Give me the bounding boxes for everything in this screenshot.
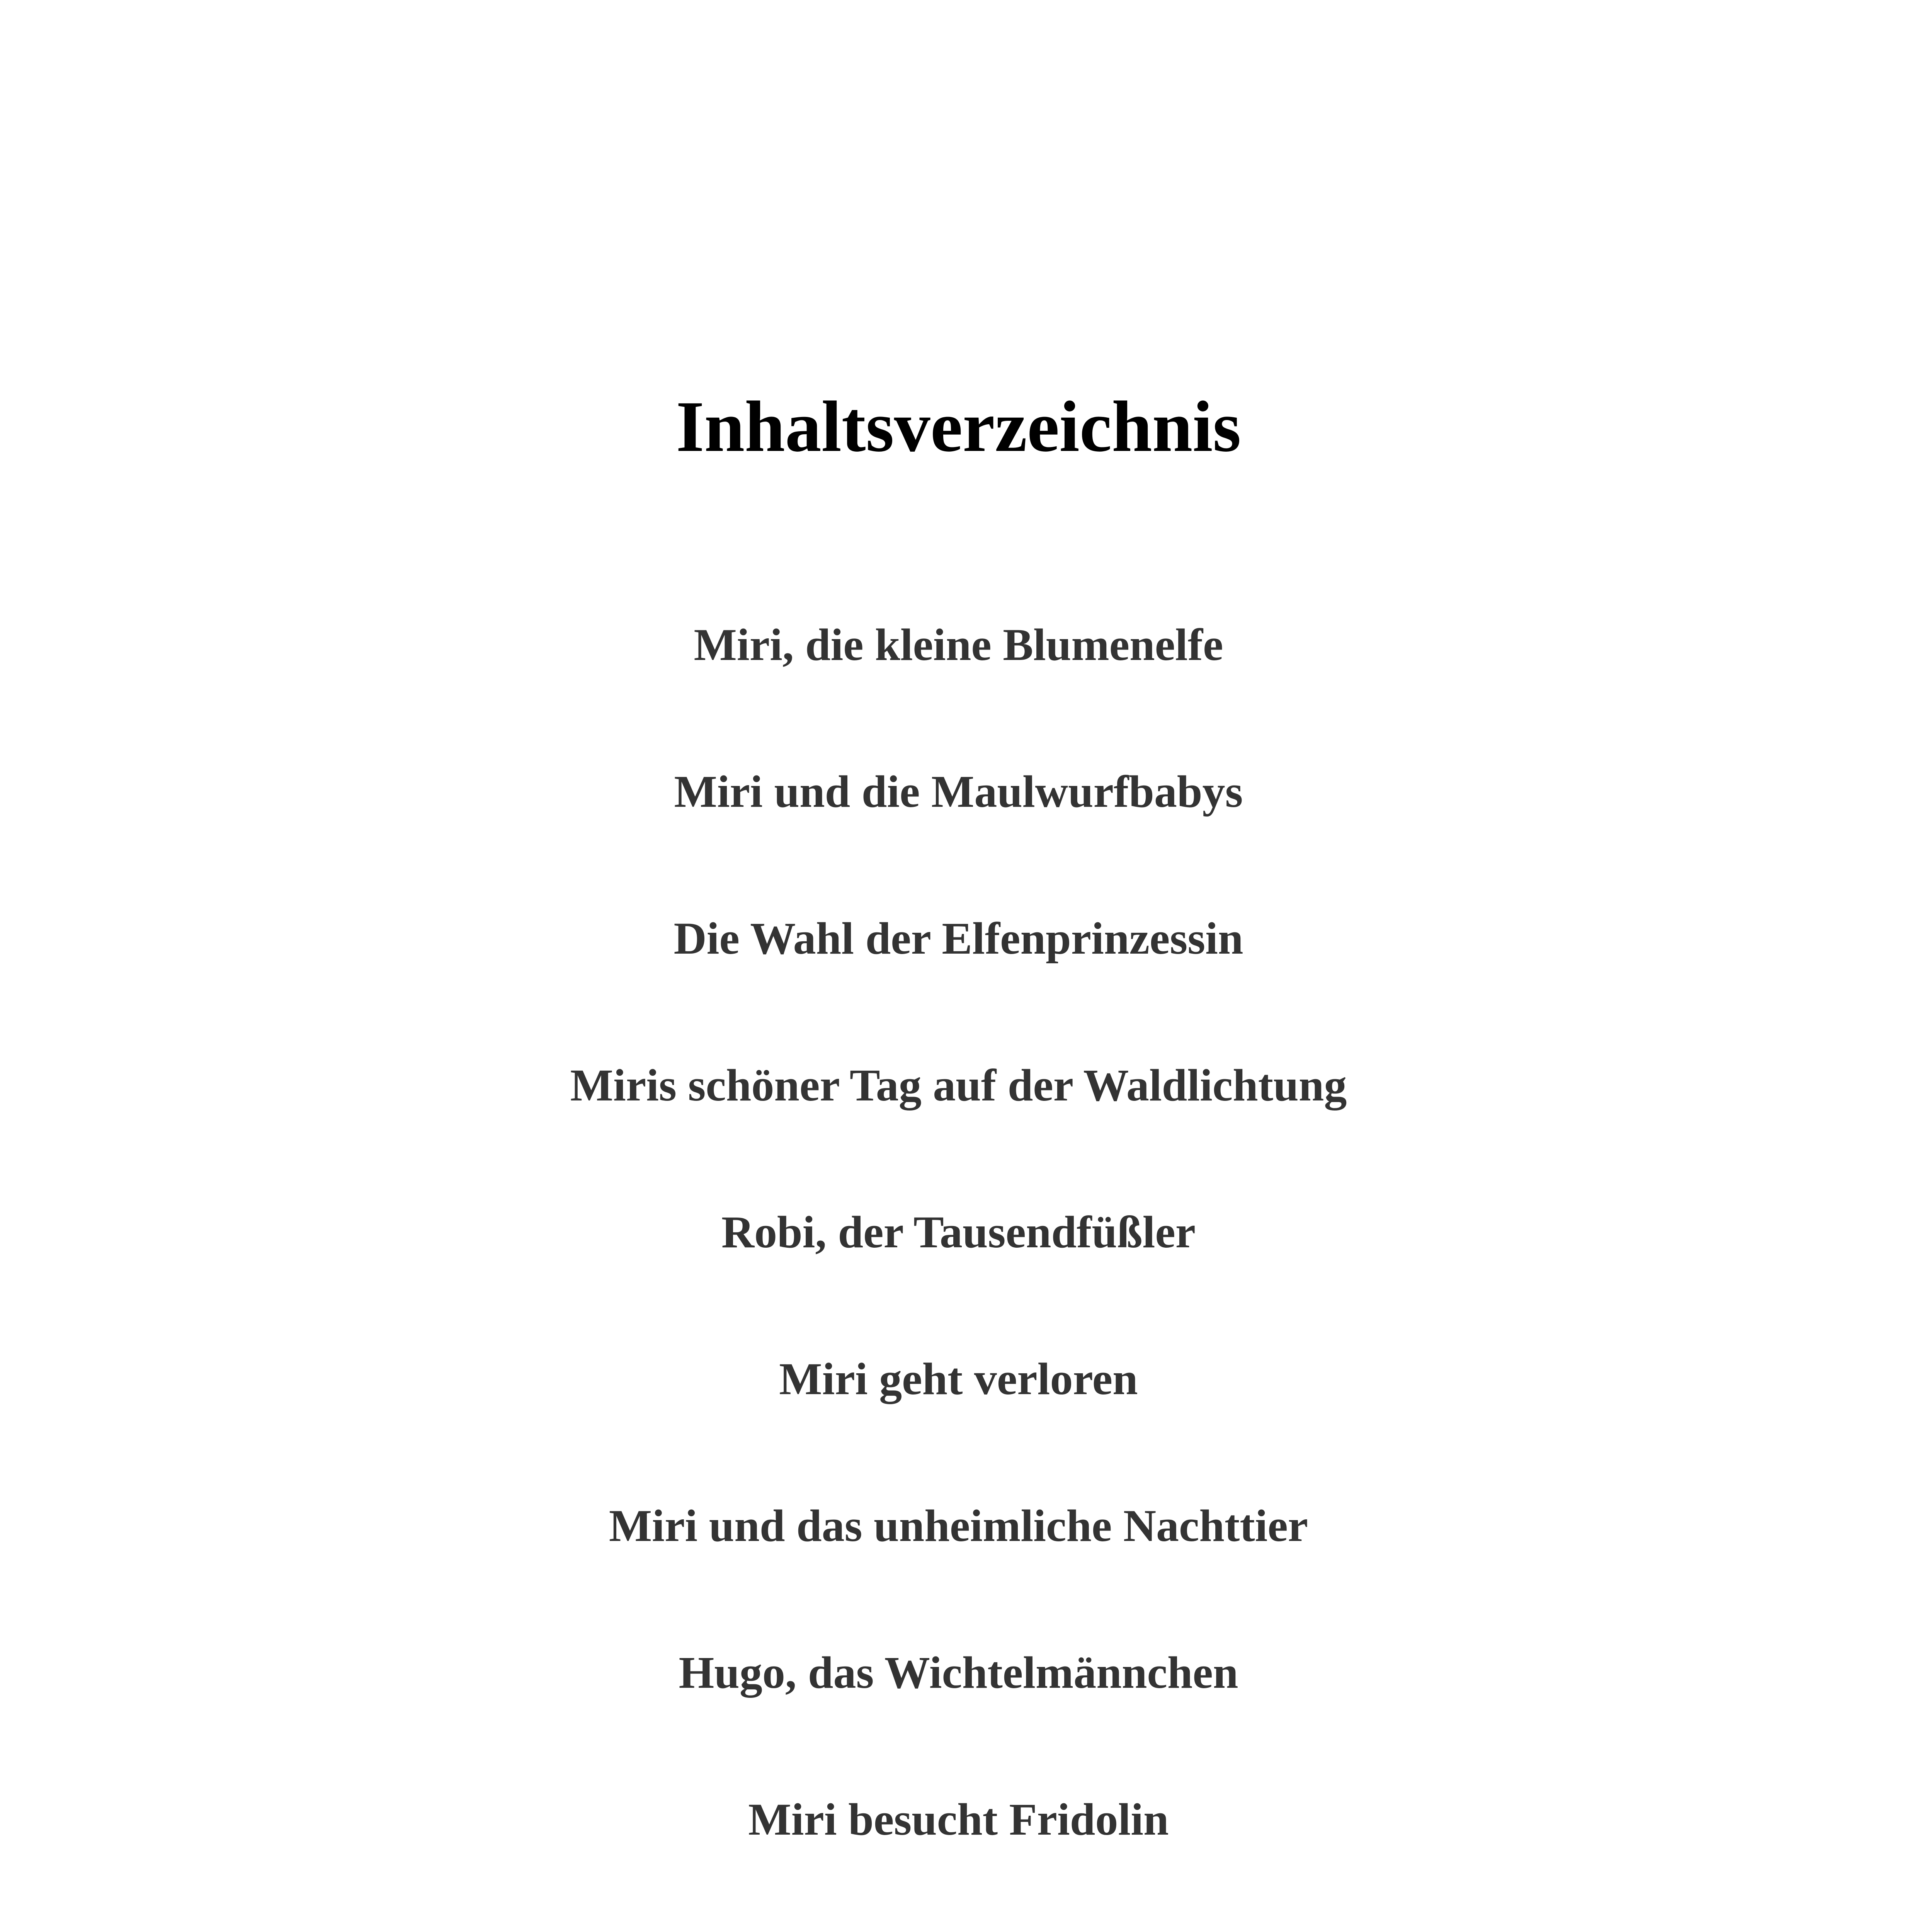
- toc-entry-elfenprinzessin: Die Wahl der Elfenprinzessin: [674, 913, 1243, 964]
- toc-entry-wichtelmaennchen: Hugo, das Wichtelmännchen: [679, 1647, 1238, 1698]
- toc-entry-maulwurfbabys: Miri und die Maulwurfbabys: [674, 766, 1243, 817]
- toc-entry-tausendfuessler: Robi, der Tausendfüßler: [721, 1207, 1196, 1257]
- toc-entry-waldlichtung: Miris schöner Tag auf der Waldlichtung: [570, 1060, 1347, 1111]
- toc-entry-fridolin: Miri besucht Fridolin: [748, 1794, 1169, 1845]
- page-title: Inhaltsverzeichnis: [676, 386, 1241, 467]
- toc-entry-miri-blumenelfe: Miri, die kleine Blumenelfe: [694, 619, 1223, 670]
- toc-entry-nachttier: Miri und das unheimliche Nachttier: [609, 1500, 1308, 1551]
- toc-entry-miri-verloren: Miri geht verloren: [779, 1354, 1138, 1404]
